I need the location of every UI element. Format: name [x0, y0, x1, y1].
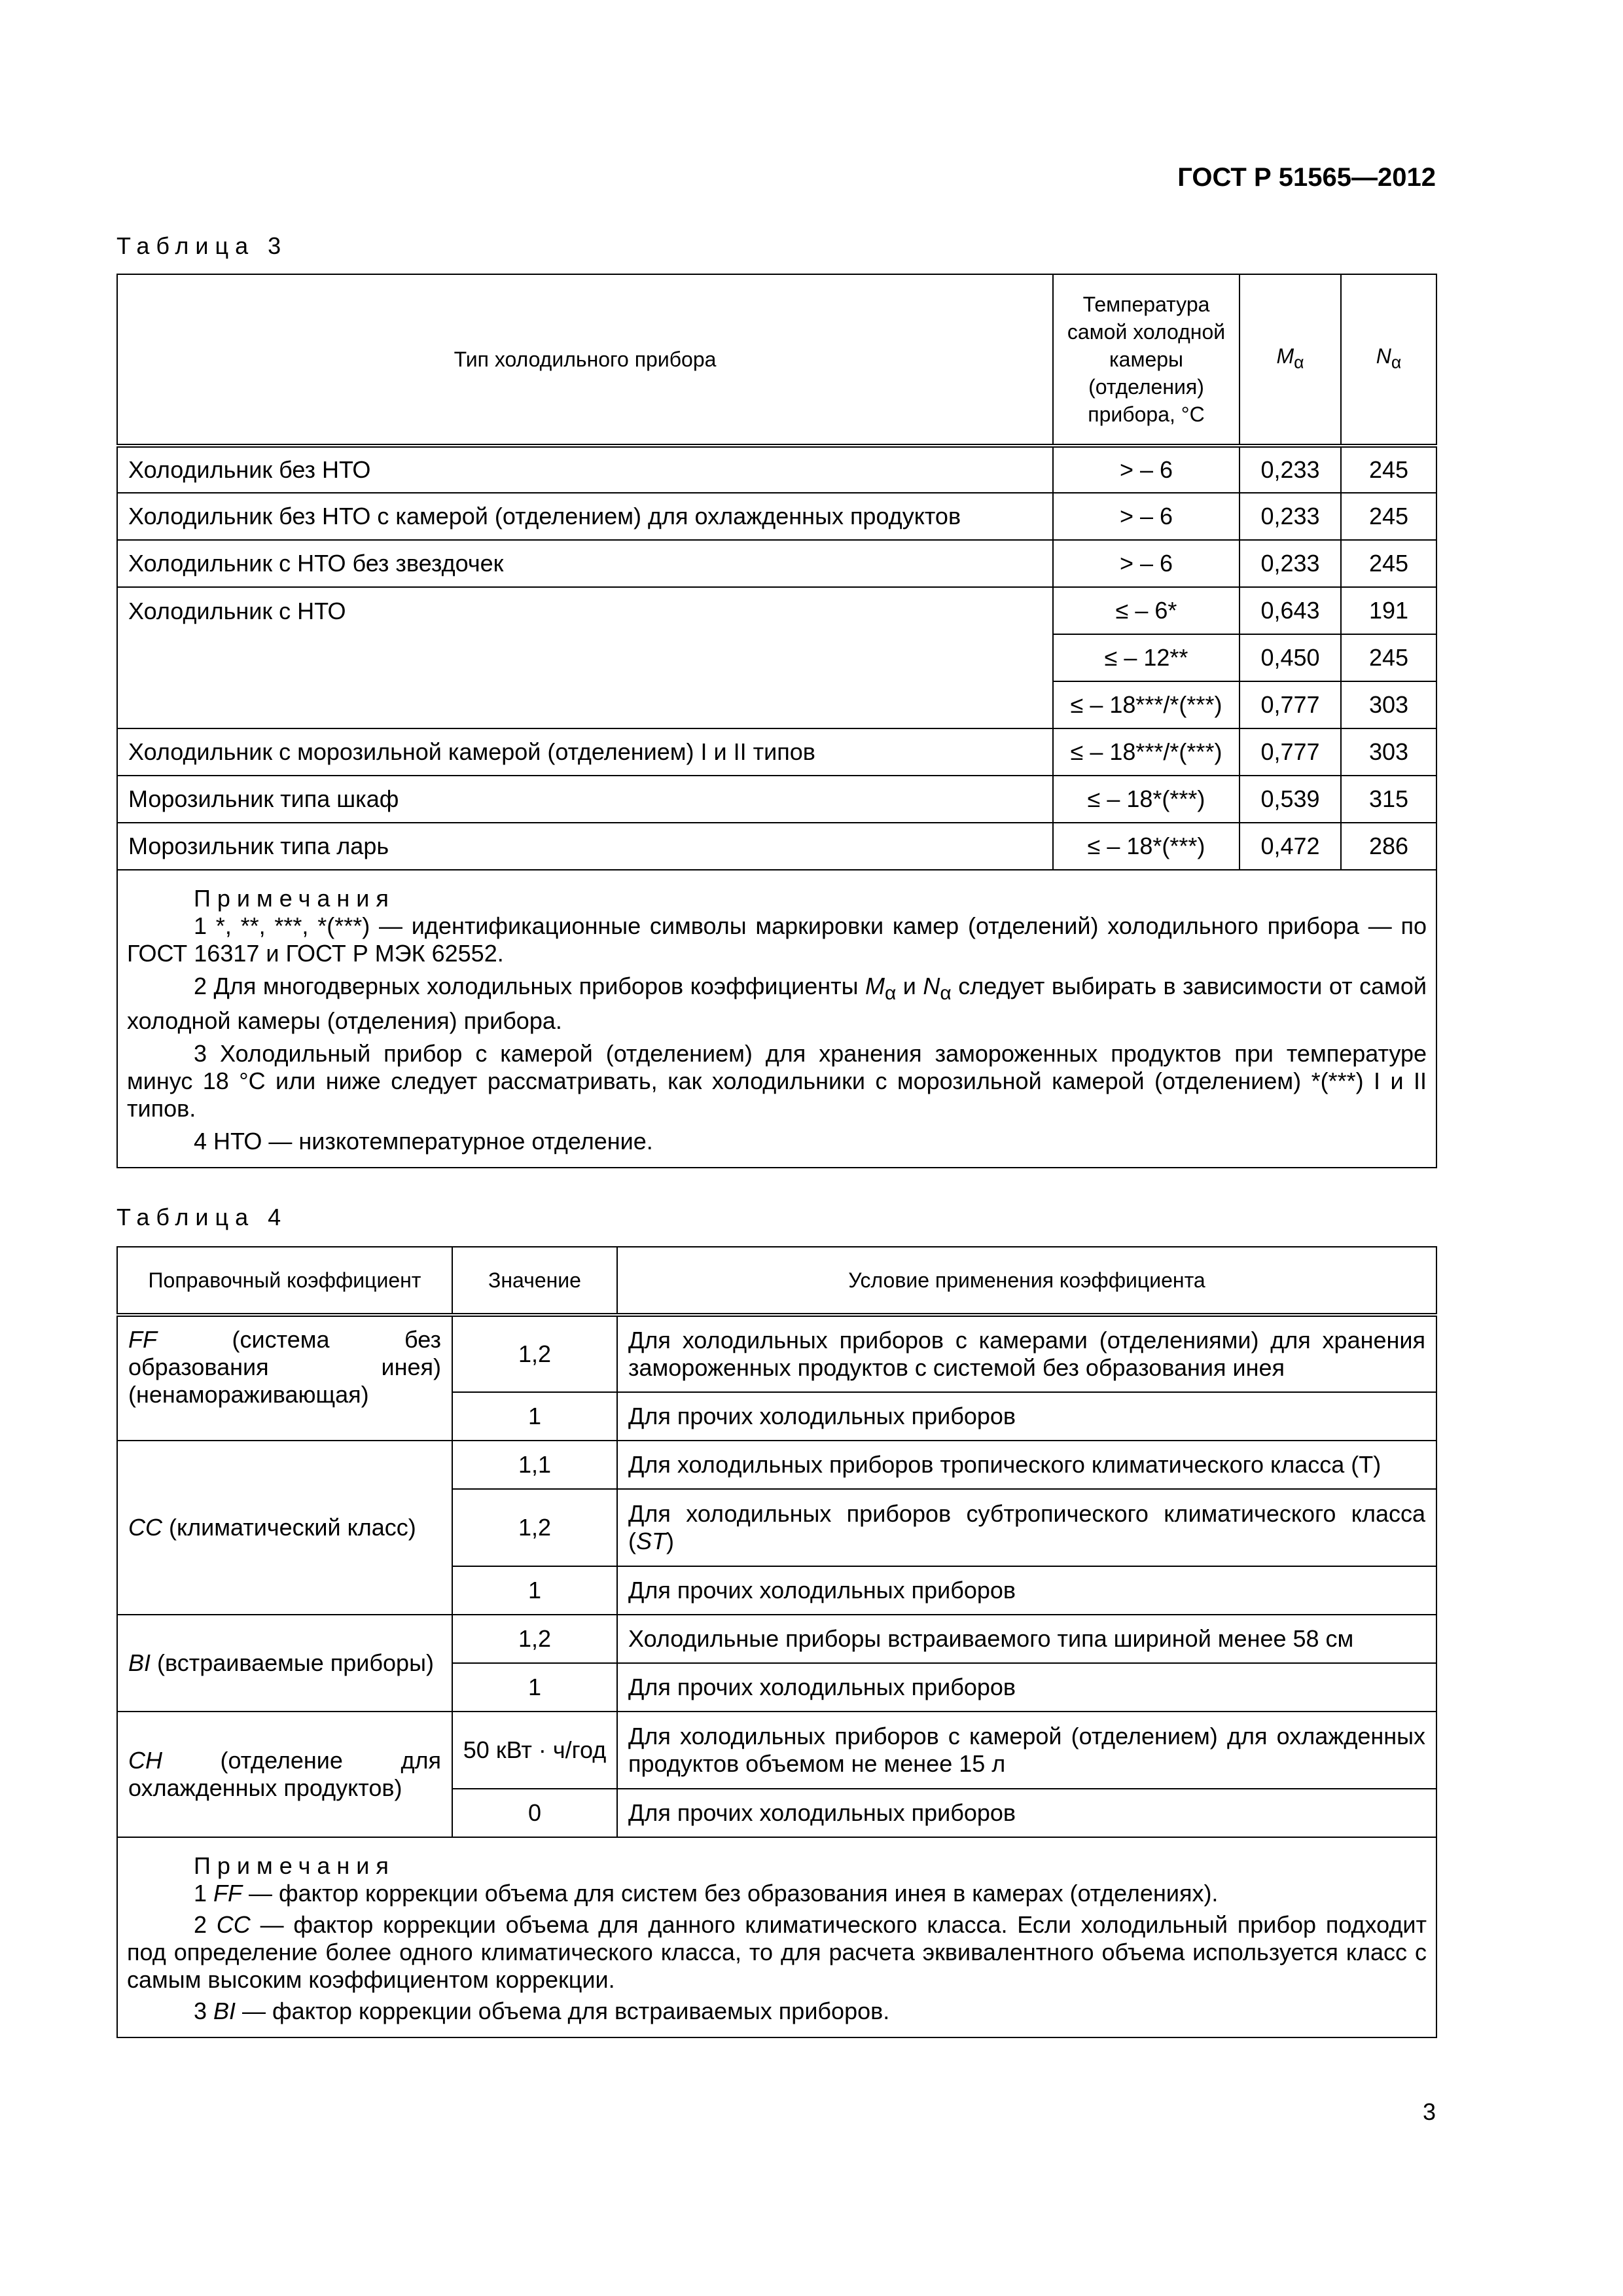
row-temperature: ≤ – 6*	[1053, 587, 1240, 634]
column-header-m-alpha: $M_\alpha$	[1240, 274, 1341, 446]
row-value: 1,1	[452, 1441, 617, 1489]
row-value: 50 кВт · ч/год	[452, 1712, 617, 1789]
row-condition: Для холодильных приборов тропического климатического класса (Т)	[617, 1441, 1436, 1489]
row-m-value: 0,472	[1240, 823, 1341, 870]
row-m-value: 0,777	[1240, 728, 1341, 776]
table-row	[117, 587, 1436, 634]
table-row	[117, 1615, 1436, 1663]
table4-caption: Таблица 4	[116, 1204, 288, 1230]
row-type: Морозильник типа ларь	[117, 823, 1053, 870]
standard-code: ГОСТ Р 51565—2012	[1177, 163, 1436, 192]
row-temperature: ≤ – 18***/*(***)	[1053, 728, 1240, 776]
table-row	[117, 493, 1436, 540]
table-row	[117, 1315, 1436, 1392]
table-row	[117, 823, 1436, 870]
row-condition: Для прочих холодильных приборов	[617, 1789, 1436, 1837]
table3	[116, 274, 1437, 1168]
table3-notes-row	[117, 870, 1436, 1168]
table4-header-row	[117, 1247, 1436, 1315]
row-temperature: > – 6	[1053, 446, 1240, 493]
column-header-temperature: Температура самой холодной камеры (отделения) прибора, °С	[1053, 274, 1240, 446]
coefficient-ff: FF (система без образования инея) (ненамораживающая)	[117, 1315, 452, 1441]
row-n-value: 245	[1341, 540, 1436, 587]
row-temperature: ≤ – 12**	[1053, 634, 1240, 681]
row-temperature: > – 6	[1053, 540, 1240, 587]
column-header-n-alpha: $N_\alpha$	[1341, 274, 1436, 446]
note-3: 3 BI — фактор коррекции объема для встраиваемых приборов.	[194, 1998, 890, 2024]
row-condition: Холодильные приборы встраиваемого типа шириной менее 58 см	[617, 1615, 1436, 1663]
row-m-value: 0,233	[1240, 446, 1341, 493]
row-n-value: 191	[1341, 587, 1436, 634]
row-type: Холодильник без НТО с камерой (отделением) для охлажденных продуктов	[117, 493, 1053, 540]
note-1: 1 FF — фактор коррекции объема для систем без образования инея в камерах (отделениях).	[194, 1880, 1219, 1907]
note-2: 2 CC — фактор коррекции объема для данного климатического класса. Если холодильный прибор подходит под определение более одного климатического класса, то для расчета эквивалентного объема используется класс с самым высоким коэффициентом коррекции.	[127, 1911, 1427, 1993]
row-condition: Для холодильных приборов с камерой (отделением) для охлажденных продуктов объемом не менее 15 л	[617, 1712, 1436, 1789]
note-4: 4 НТО — низкотемпературное отделение.	[194, 1128, 653, 1155]
notes-heading: Примечания	[194, 885, 395, 912]
row-value: 1	[452, 1663, 617, 1712]
row-n-value: 303	[1341, 681, 1436, 728]
column-header-condition: Условие применения коэффициента	[617, 1247, 1436, 1315]
row-temperature: ≤ – 18*(***)	[1053, 823, 1240, 870]
row-type: Холодильник с НТО без звездочек	[117, 540, 1053, 587]
column-header-coefficient: Поправочный коэффициент	[117, 1247, 452, 1315]
coefficient-ch: CH (отделение для охлажденных продуктов)	[117, 1712, 452, 1837]
row-m-value: 0,643	[1240, 587, 1341, 634]
row-value: 1,2	[452, 1489, 617, 1566]
row-n-value: 245	[1341, 446, 1436, 493]
column-header-value: Значение	[452, 1247, 617, 1315]
row-m-value: 0,777	[1240, 681, 1341, 728]
row-condition: Для прочих холодильных приборов	[617, 1392, 1436, 1441]
row-n-value: 245	[1341, 493, 1436, 540]
notes-heading: Примечания	[194, 1852, 395, 1879]
table3-notes	[117, 870, 1436, 1168]
coefficient-bi: BI (встраиваемые приборы)	[117, 1615, 452, 1712]
row-m-value: 0,233	[1240, 540, 1341, 587]
row-type: Холодильник с морозильной камерой (отделением) I и II типов	[117, 728, 1053, 776]
row-value: 1,2	[452, 1315, 617, 1392]
row-type: Морозильник типа шкаф	[117, 776, 1053, 823]
table4	[116, 1246, 1437, 2038]
row-type: Холодильник с НТО	[117, 587, 1053, 728]
note-3: 3 Холодильный прибор с камерой (отделением) для хранения замороженных продуктов при температуре минус 18 °С или ниже следует рассматривать, как холодильники с морозильной камерой (отделением) *(***) I и II типов.	[127, 1040, 1427, 1122]
row-condition: Для холодильных приборов с камерами (отделениями) для хранения замороженных продуктов с системой без образования инея	[617, 1315, 1436, 1392]
row-value: 1	[452, 1392, 617, 1441]
table4-notes	[117, 1837, 1436, 2037]
note-1: 1 *, **, ***, *(***) — идентификационные символы маркировки камер (отделений) холодильного прибора — по ГОСТ 16317 и ГОСТ Р МЭК 62552.	[127, 912, 1427, 967]
row-n-value: 286	[1341, 823, 1436, 870]
table-row	[117, 446, 1436, 493]
table-row	[117, 540, 1436, 587]
row-value: 1	[452, 1566, 617, 1615]
table-row	[117, 776, 1436, 823]
page-number: 3	[1422, 2098, 1436, 2125]
row-n-value: 303	[1341, 728, 1436, 776]
row-temperature: > – 6	[1053, 493, 1240, 540]
row-condition: Для холодильных приборов субтропического климатического класса (ST)	[617, 1489, 1436, 1566]
row-type: Холодильник без НТО	[117, 446, 1053, 493]
row-m-value: 0,450	[1240, 634, 1341, 681]
row-temperature: ≤ – 18***/*(***)	[1053, 681, 1240, 728]
row-m-value: 0,233	[1240, 493, 1341, 540]
table3-header-row	[117, 274, 1436, 446]
table3-caption: Таблица 3	[116, 232, 288, 259]
row-value: 1,2	[452, 1615, 617, 1663]
row-n-value: 245	[1341, 634, 1436, 681]
row-condition: Для прочих холодильных приборов	[617, 1566, 1436, 1615]
row-m-value: 0,539	[1240, 776, 1341, 823]
column-header-type: Тип холодильного прибора	[117, 274, 1053, 446]
table-row	[117, 728, 1436, 776]
table4-notes-row	[117, 1837, 1436, 2037]
note-2: 2 Для многодверных холодильных приборов коэффициенты $M_\alpha$ и $N_\alpha$ следует выбирать в зависимости от самой холодной камеры (отделения) прибора.	[127, 973, 1427, 1035]
table-row	[117, 1712, 1436, 1789]
row-n-value: 315	[1341, 776, 1436, 823]
table-row	[117, 1441, 1436, 1489]
row-value: 0	[452, 1789, 617, 1837]
coefficient-cc: CC (климатический класс)	[117, 1441, 452, 1615]
row-temperature: ≤ – 18*(***)	[1053, 776, 1240, 823]
row-condition: Для прочих холодильных приборов	[617, 1663, 1436, 1712]
